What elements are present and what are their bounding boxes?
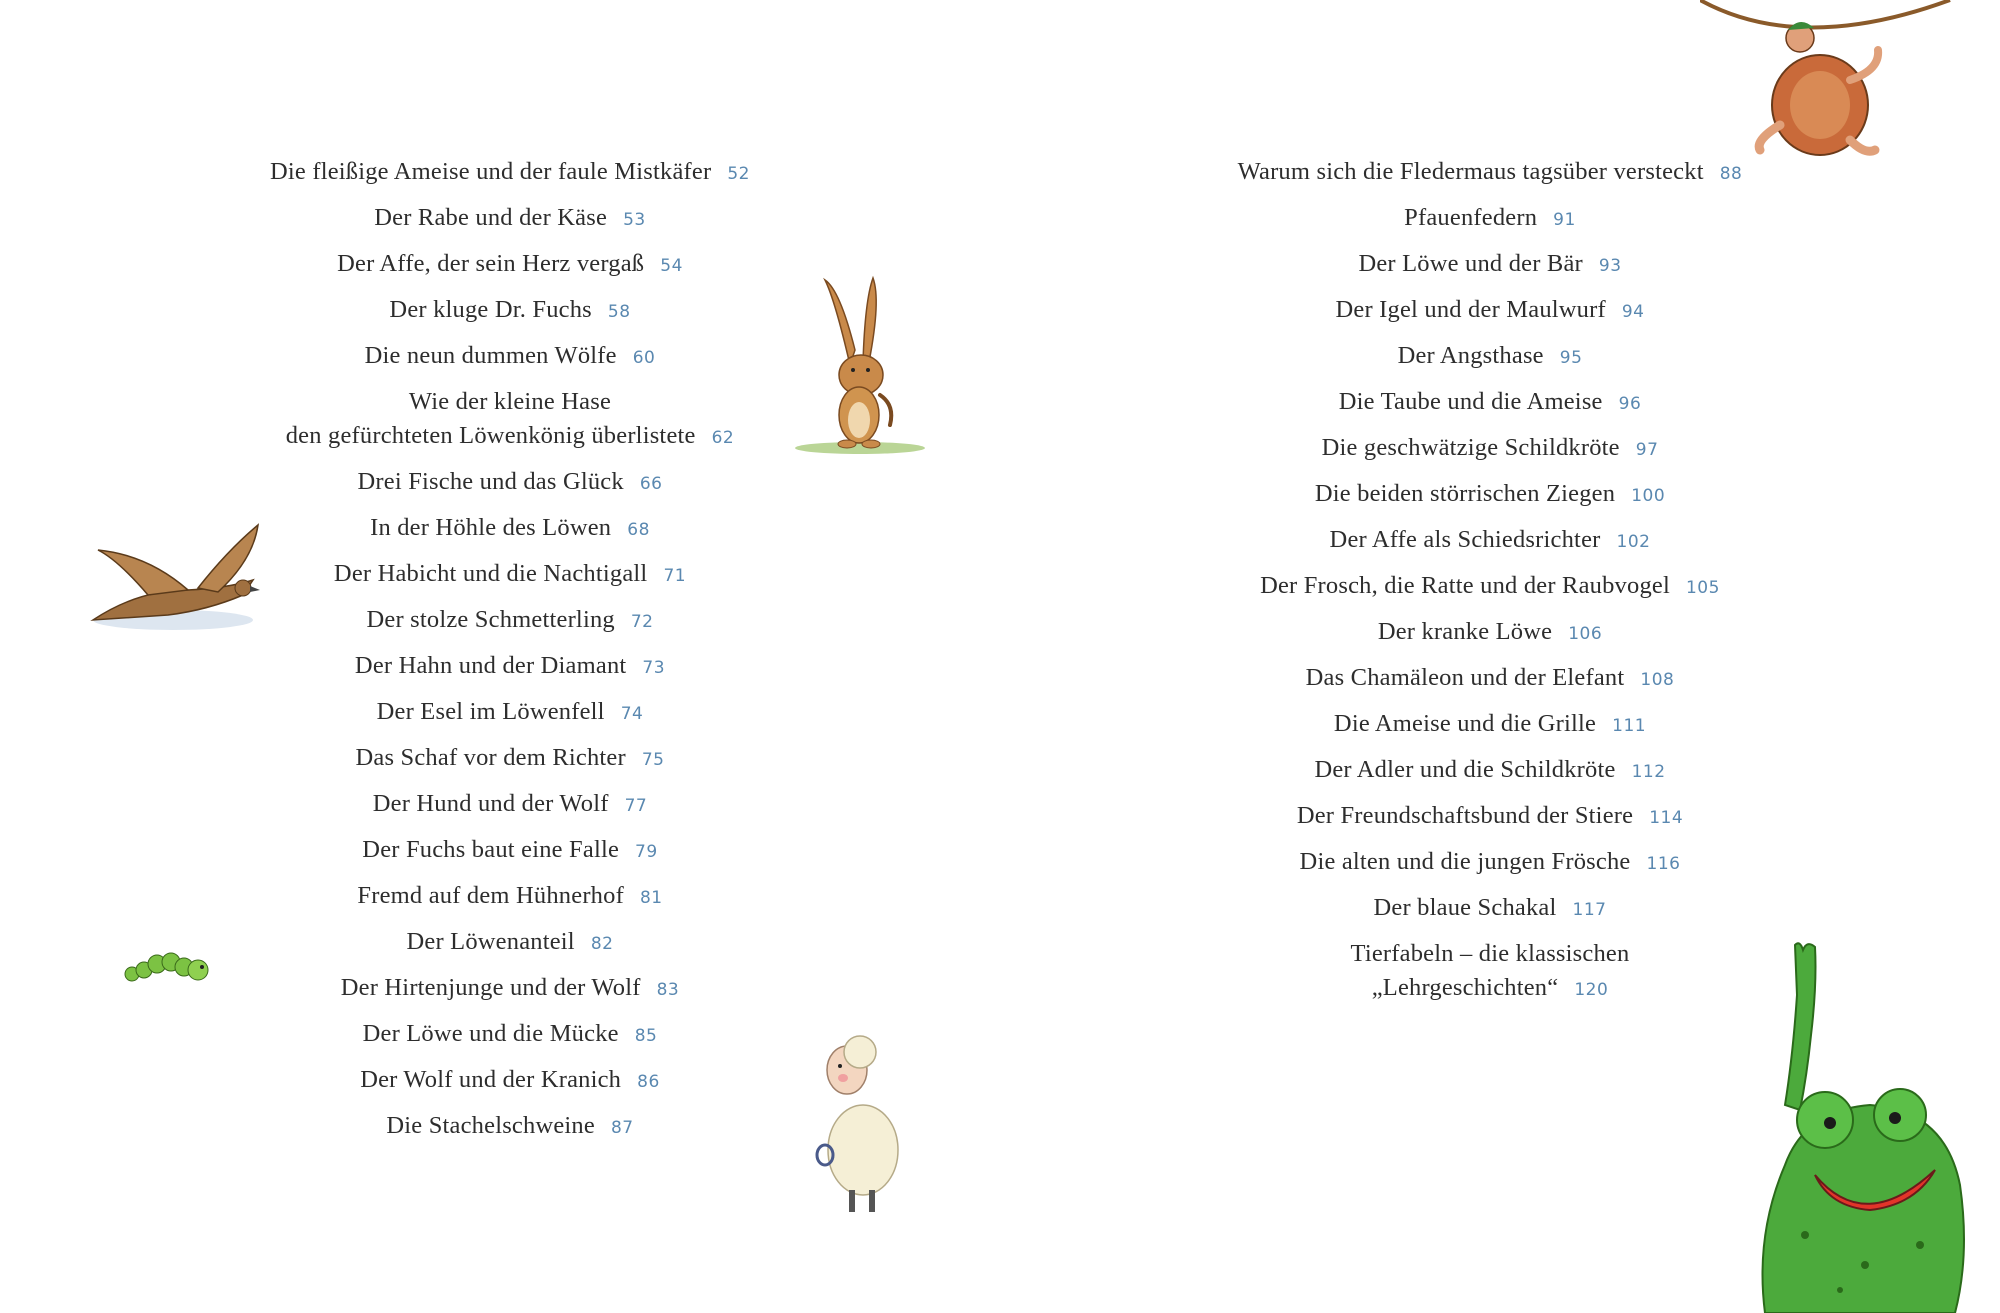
frog-illustration [1745, 935, 1970, 1313]
toc-entry-page-number: 108 [1640, 670, 1675, 690]
toc-entry-title: Der Hirtenjunge und der Wolf [340, 974, 641, 1001]
toc-entry-title: Der Löwe und die Mücke [362, 1020, 619, 1047]
toc-entry-page-number: 120 [1574, 980, 1609, 1000]
toc-entry-title: Das Schaf vor dem Richter [355, 744, 626, 771]
toc-entry [1404, 201, 1576, 237]
toc-entry-title: Der Frosch, die Ratte und der Raubvogel [1260, 572, 1670, 599]
toc-entry-title: Der Freundschaftsbund der Stiere [1296, 802, 1634, 829]
toc-entry [363, 1017, 658, 1053]
toc-entry [366, 603, 653, 639]
toc-entry [374, 201, 645, 237]
toc-entry-title: Der Esel im Löwenfell [376, 698, 605, 725]
toc-entry-title: Die Ameise und die Grille [1333, 710, 1597, 737]
toc-entry-page-number: 53 [623, 210, 646, 230]
toc-entry-title: Pfauenfedern [1404, 204, 1538, 231]
toc-entry-page-number: 88 [1719, 164, 1743, 184]
toc-entry-page-number: 102 [1616, 532, 1651, 552]
toc-entry-page-number: 97 [1635, 440, 1659, 460]
toc-entry-title: Der Löwenanteil [406, 928, 575, 955]
toc-entry-page-number: 112 [1631, 762, 1666, 782]
toc-entry [407, 925, 614, 961]
toc-entry-page-number: 94 [1621, 302, 1645, 322]
toc-entry-page-number: 52 [727, 164, 750, 184]
toc-entry-title: Die beiden störrischen Ziegen [1314, 480, 1616, 507]
toc-entry-page-number: 58 [607, 302, 631, 322]
toc-entry-title: Der Löwe und der Bär [1358, 250, 1583, 277]
toc-entry-title: In der Höhle des Löwen [370, 514, 612, 541]
toc-entry-page-number: 60 [632, 348, 656, 368]
toc-entry-page-number: 79 [635, 842, 658, 862]
toc-entry [1351, 937, 1630, 1007]
toc-entry-page-number: 66 [639, 474, 663, 494]
toc-entry [362, 833, 657, 869]
toc-entry [356, 741, 665, 777]
toc-entry-page-number: 91 [1553, 210, 1576, 230]
toc-entry-title: Der Wolf und der Kranich [360, 1066, 622, 1093]
toc-entry [357, 879, 662, 915]
toc-entry-title: Warum sich die Fledermaus tagsüber versteckt [1237, 158, 1704, 185]
toc-entry-page-number: 62 [711, 428, 735, 448]
toc-entry-title-line2: den gefürchteten Löwenkönig überlistete [285, 422, 696, 449]
toc-entry-title: Der Igel und der Maulwurf [1335, 296, 1606, 323]
toc-entry [1374, 891, 1607, 927]
toc-entry [370, 511, 650, 547]
caterpillar-illustration [120, 942, 215, 987]
toc-entry [360, 1063, 660, 1099]
toc-entry-page-number: 114 [1649, 808, 1684, 828]
toc-entry [1378, 615, 1602, 651]
toc-entry [1300, 845, 1681, 881]
toc-entry-page-number: 74 [620, 704, 644, 724]
toc-entry [334, 557, 686, 593]
toc-entry-page-number: 81 [639, 888, 663, 908]
toc-entry [1315, 477, 1665, 513]
toc-entry-page-number: 72 [630, 612, 654, 632]
toc-entry [365, 339, 656, 375]
toc-entry [1238, 155, 1743, 191]
toc-entry-page-number: 83 [656, 980, 680, 1000]
toc-entry-title: Die Stachelschweine [386, 1112, 595, 1139]
toc-entry-page-number: 93 [1598, 256, 1622, 276]
sheep-illustration [805, 1030, 915, 1220]
toc-entry-title: Der kluge Dr. Fuchs [389, 296, 592, 323]
toc-entry [1334, 707, 1646, 743]
toc-entry [373, 787, 647, 823]
toc-entry-title: Der Hund und der Wolf [372, 790, 609, 817]
toc-entry [1322, 431, 1659, 467]
toc-entry [1314, 753, 1665, 789]
toc-entry [270, 155, 750, 191]
toc-entry-page-number: 100 [1631, 486, 1666, 506]
toc-entry [1306, 661, 1675, 697]
toc-entry-title: Die fleißige Ameise und der faule Mistkäfer [270, 158, 712, 185]
toc-entry-page-number: 87 [610, 1118, 634, 1138]
turtle-illustration [1700, 0, 1960, 170]
toc-entry-page-number: 85 [634, 1026, 658, 1046]
toc-entry [386, 1109, 633, 1145]
toc-entry-page-number: 106 [1568, 624, 1603, 644]
toc-entry [389, 293, 630, 329]
toc-entry [355, 649, 665, 685]
toc-entry-title: Die neun dummen Wölfe [364, 342, 617, 369]
toc-entry-title: Der Fuchs baut eine Falle [362, 836, 620, 863]
toc-entry [286, 385, 735, 455]
toc-entry [341, 971, 679, 1007]
toc-entry-page-number: 95 [1559, 348, 1583, 368]
toc-entry-title: Die Taube und die Ameise [1338, 388, 1603, 415]
toc-entry-page-number: 71 [663, 566, 687, 586]
toc-entry-title: Der Rabe und der Käse [374, 204, 608, 231]
toc-entry [1330, 523, 1651, 559]
toc-entry-title: Fremd auf dem Hühnerhof [357, 882, 624, 909]
toc-entry-title: Drei Fische und das Glück [357, 468, 624, 495]
toc-entry-page-number: 82 [590, 934, 614, 954]
toc-entry-title: Der blaue Schakal [1373, 894, 1557, 921]
toc-entry-page-number: 117 [1572, 900, 1607, 920]
toc-entry-title-line1: Tierfabeln – die klassischen [1350, 940, 1630, 967]
toc-column-left [230, 155, 790, 1155]
toc-entry-page-number: 77 [624, 796, 648, 816]
toc-entry [1358, 247, 1621, 283]
toc-entry-page-number: 68 [627, 520, 650, 540]
toc-entry-title: Der Habicht und die Nachtigall [333, 560, 648, 587]
toc-entry [1339, 385, 1642, 421]
toc-column-right [1190, 155, 1790, 1017]
toc-entry [1260, 569, 1720, 605]
toc-entry-page-number: 96 [1618, 394, 1642, 414]
toc-entry-page-number: 86 [637, 1072, 660, 1092]
toc-entry-page-number: 75 [641, 750, 665, 770]
toc-entry [358, 465, 663, 501]
toc-entry-page-number: 73 [642, 658, 666, 678]
toc-entry [1297, 799, 1683, 835]
toc-entry [337, 247, 683, 283]
rabbit-illustration [795, 270, 935, 460]
toc-entry [1398, 339, 1583, 375]
toc-entry-title-line2: „Lehrgeschichten“ [1371, 974, 1559, 1001]
toc-entry-title: Die geschwätzige Schildkröte [1321, 434, 1620, 461]
toc-entry [1336, 293, 1645, 329]
toc-entry-title: Der Adler und die Schildkröte [1314, 756, 1616, 783]
hawk-illustration [78, 520, 268, 635]
toc-entry-title: Der Affe als Schiedsrichter [1329, 526, 1601, 553]
toc-entry-page-number: 111 [1612, 716, 1647, 736]
toc-entry-title: Der Hahn und der Diamant [354, 652, 627, 679]
toc-entry [377, 695, 644, 731]
toc-entry-title: Der kranke Löwe [1377, 618, 1553, 645]
toc-entry-title: Der stolze Schmetterling [366, 606, 615, 633]
toc-entry-page-number: 54 [660, 256, 683, 276]
toc-entry-page-number: 105 [1685, 578, 1720, 598]
toc-entry-title-line1: Wie der kleine Hase [408, 388, 612, 415]
toc-entry-page-number: 116 [1646, 854, 1681, 874]
toc-entry-title: Der Angsthase [1397, 342, 1544, 369]
toc-entry-title: Das Chamäleon und der Elefant [1305, 664, 1625, 691]
toc-entry-title: Die alten und die jungen Frösche [1299, 848, 1631, 875]
toc-entry-title: Der Affe, der sein Herz vergaß [337, 250, 645, 277]
